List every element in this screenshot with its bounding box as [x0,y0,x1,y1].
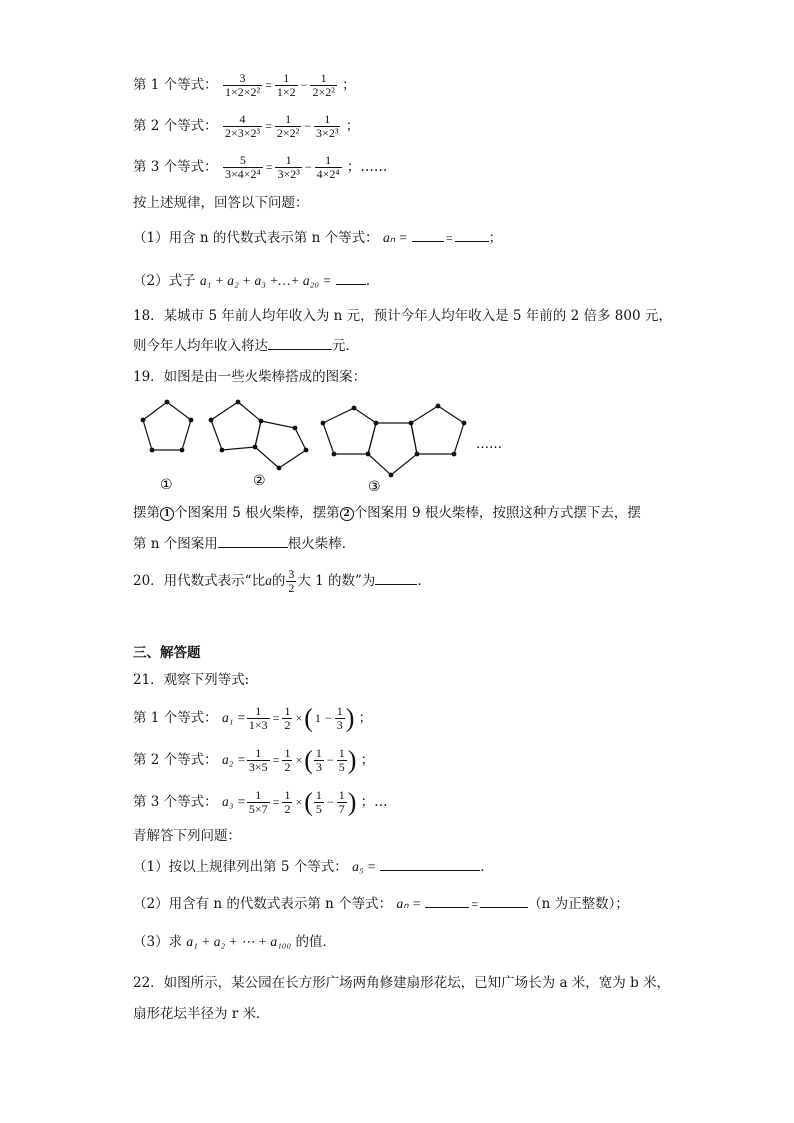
q19-line-2 [133,534,355,554]
math-lhs: a₁ = [221,710,246,725]
denominator: 7 [338,802,345,816]
numerator: 4 [239,112,246,126]
continuation-dots: …… [476,437,502,452]
text: 元． [332,338,359,354]
fraction [337,789,347,816]
row-label: 第 3 个等式： [133,159,218,175]
pentagon-2b [255,421,306,468]
q21-row-1: 第 1 个等式： a₁ = $\frac{1}{1\times 3}$ = $\frac{1}{2}$ ×( 1 − $\frac{1}{3}$ ) ； [133,703,373,733]
rhs-fraction-1 [275,154,301,181]
text: 个图案用 5 根火柴棒，摆第 [174,505,340,521]
denominator: 2 [284,802,291,816]
figure-label-3: ③ [368,479,381,495]
figure-label-1: ① [160,477,173,493]
pentagon-2a [211,402,261,450]
q21-row-3: 第 3 个等式： a₃ = $\frac{1}{5\times 7}$ = $\frac{1}{2}$ ×( $\frac{1}{5}$ − $\frac{1}{7}$ ) ；… [133,787,388,817]
part-text: （1）按以上规律列出第 5 个等式： [133,859,348,875]
q17-part-1: （1）用含 n 的代数式表示第 n 个等式： aₙ = = ； [133,230,503,246]
pentagon-3b [368,423,417,475]
row-end: ； [345,118,360,134]
denominator: 3×2³ [316,126,339,140]
text: ． [480,859,494,875]
math-lhs: a₂ = [221,752,246,767]
pentagon-1 [143,402,191,450]
row-end: ；…… [346,159,388,175]
rhs-fraction-2 [310,72,336,99]
numerator: 5 [239,153,246,167]
math-lhs: a₃ = [221,794,246,809]
rhs-fraction-2 [315,154,342,181]
text: 的值． [295,934,336,950]
denominator: 5×7 [248,802,268,816]
half-fraction [282,789,292,816]
variable: a [265,573,272,588]
fraction [247,789,270,816]
part-text: （2）用含有 n 的代数式表示第 n 个等式： [133,896,393,912]
answer-blank[interactable] [375,572,417,585]
lhs-fraction [223,113,262,140]
q21-row-2: 第 2 个等式： a₂ = $\frac{1}{3\times 5}$ = $\frac{1}{2}$ ×( $\frac{1}{3}$ − $\frac{1}{5}$ ) ； [133,745,375,775]
circled-number-2: 2 [340,507,354,521]
fraction [286,568,296,595]
denominator: 1×3 [248,718,268,732]
part-text: （1）用含 n 的代数式表示第 n 个等式： [133,230,379,246]
text: 摆第 [133,505,160,521]
text: 第 n 个图案用 [133,536,218,552]
row-end: ； [358,710,373,726]
row-label: 第 1 个等式： [133,710,218,726]
answer-blank[interactable] [336,272,366,285]
text: （n 为正整数）； [528,896,629,912]
fraction [247,747,270,774]
numerator: 1 [338,788,345,802]
math-expr: aₙ = [396,896,422,911]
row-label: 第 2 个等式： [133,752,218,768]
fraction [337,747,347,774]
answer-blank[interactable] [218,535,288,548]
pentagon-3c [411,406,464,454]
text: 则今年人均年收入将达 [133,338,268,354]
answer-blank[interactable] [268,337,332,350]
q22-line-1: 22．如图所示，某公园在长方形广场两角修建扇形花坛，已知广场长为 a 米，宽为 b 米， [133,975,671,991]
q20 [133,568,431,595]
row-end: ； [360,752,375,768]
math-expr: a₁ + a₂ + a₃ +…+ a₂₀ = [199,273,332,288]
denominator: 3×4×2⁴ [224,167,261,181]
math-expr: a₅ = [352,859,376,874]
row-end: ；… [360,794,388,810]
denominator: 1×2 [276,85,296,99]
denominator: 1×2×2² [224,85,261,99]
answer-blank[interactable] [480,895,528,908]
denominator: 2 [284,718,291,732]
text: 20．用代数式表示“比 [133,573,266,589]
lhs-fraction [223,72,262,99]
rhs-fraction-2 [314,113,340,140]
half-fraction [282,747,292,774]
math-expr: aₙ = [382,230,408,245]
denominator: 3 [336,718,343,732]
row-label: 第 3 个等式： [133,794,218,810]
matchstick-figure [120,390,520,495]
numerator: 1 [315,746,322,760]
row-label: 第 2 个等式： [133,118,218,134]
text: 大 1 的数”为 [297,573,376,589]
answer-blank[interactable] [412,229,444,242]
denominator: 5 [338,760,345,774]
numerator: 1 [315,788,322,802]
numerator: 1 [283,71,290,85]
part-text: （3）求 [133,934,183,950]
q21-intro: 21．观察下列等式: [133,672,250,688]
text: 根火柴棒． [287,536,356,552]
answer-blank[interactable] [425,895,469,908]
numerator: 3 [288,567,295,581]
fraction [314,747,324,774]
q17-row-2: 第 2 个等式： $\frac{4}{\text{2×3×2³}}$ = $\frac{1}{\text{2×2²}}$ − $\frac{1}{\text{3×2³}}$ ； [133,112,360,140]
fraction [247,705,270,732]
circled-number-1: 1 [160,507,174,521]
denominator: 3×5 [248,760,268,774]
denominator: 4×2⁴ [316,167,340,181]
part-text: （2）式子 [133,273,196,289]
q17-part-2: （2）式子 a₁ + a₂ + a₃ +…+ a₂₀ = ． [133,273,380,289]
numerator: 1 [336,704,343,718]
fraction [335,705,345,732]
denominator: 3×2³ [277,167,300,181]
q19-intro: 19．如图是由一些火柴棒搭成的图案： [133,369,367,385]
numerator: 1 [284,746,291,760]
q17-row-1: 第 1 个等式： $\frac{3}{\text{1×2×2²}}$ = $\frac{1}{1\times 2}$ − $\frac{1}{\text{2×2²}}$ ； [133,71,356,99]
q17-row-3: 第 3 个等式： $\frac{5}{\text{3×4×2⁴}}$ = $\frac{1}{\text{3×2³}}$ − $\frac{1}{\text{4×2⁴}}$ ；…… [133,153,388,181]
text: 的 [271,573,286,589]
numerator: 1 [255,746,262,760]
text: 个图案用 9 根火柴棒，按照这种方式摆下去，摆 [353,505,641,521]
math-expr: a₁ + a₂ + ⋯ + a₁₀₀ [186,934,292,949]
q21-part-3 [133,932,336,952]
denominator: 2×2² [276,126,300,140]
rhs-fraction-1 [275,113,301,140]
section-title: 三、解答题 [133,645,201,661]
numerator: 1 [285,153,292,167]
numerator: 1 [255,788,262,802]
numerator: 1 [255,704,262,718]
text: ． [417,573,431,589]
row-end: ； [342,77,356,93]
denominator: 2 [284,760,291,774]
numerator: 1 [325,153,332,167]
q19-line-1 [133,503,641,523]
denominator: 2×2² [312,85,335,99]
numerator: 1 [284,704,291,718]
numerator: 1 [320,71,327,85]
pentagon-3a [323,408,376,454]
numerator: 1 [338,746,345,760]
q21-part-2: （2）用含有 n 的代数式表示第 n 个等式： aₙ = = （n 为正整数）； [133,896,629,912]
numerator: 1 [285,112,292,126]
denominator: 2×3×2³ [224,126,261,140]
q17-instruction: 按上述规律，回答以下问题： [133,195,309,211]
denominator: 3 [315,760,322,774]
numerator: 1 [324,112,331,126]
numerator: 1 [284,788,291,802]
rhs-fraction-1 [275,72,298,99]
row-label: 第 1 个等式： [133,77,218,93]
term: 1 [314,711,321,725]
answer-blank[interactable] [455,229,489,242]
half-fraction [282,705,292,732]
fraction [314,789,324,816]
lhs-fraction [223,154,263,181]
q18-line-1: 18．某城市 5 年前人均年收入为 n 元，预计今年人均年收入是 5 年前的 2 倍多 800 元， [133,308,672,324]
answer-blank[interactable] [380,858,480,871]
q18-line-2 [133,336,359,356]
figure-label-2: ② [253,473,266,489]
q21-please: 青解答下列问题： [133,828,241,844]
numerator: 3 [239,71,246,85]
denominator: 5 [315,802,322,816]
q22-line-2: 扇形花坛半径为 r 米． [133,1006,270,1022]
q21-part-1 [133,857,494,877]
denominator: 2 [288,581,295,595]
